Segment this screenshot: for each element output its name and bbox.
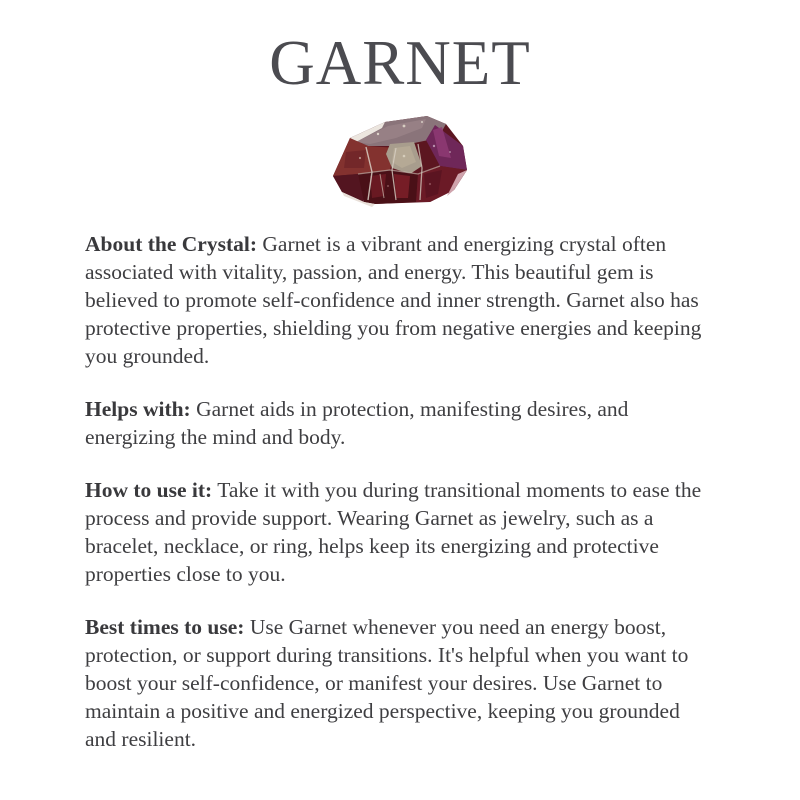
garnet-crystal-image [330,112,470,208]
section-about [85,230,715,370]
section-about-text: Garnet is a vibrant and energizing crystal often associated with vitality, passion, and energy. This beautiful gem is believed to promote self-confidence and inner strength. Garnet also has protective properties, shielding you from negative energies and keeping you grounded. [85,232,702,369]
garnet-crystal-svg [330,112,470,208]
section-best-times-text: Use Garnet whenever you need an energy boost, protection, or support during transitions. It's helpful when you want to boost your self-confidence, or manifest your desires. Use Garnet to maintain a positive and energized perspective, keeping you grounded and resilient. [85,615,689,752]
section-helps-with [85,395,715,451]
section-how-to-use [85,476,715,588]
section-how-to-use-label: How to use it: [85,478,213,503]
section-best-times [85,613,715,753]
page-title: GARNET [269,28,531,98]
description-sections [85,230,715,753]
section-about-label: About the Crystal: [85,232,257,257]
section-best-times-label: Best times to use: [85,615,245,640]
section-helps-with-label: Helps with: [85,397,191,422]
section-helps-with-text: Garnet aids in protection, manifesting desires, and energizing the mind and body. [85,397,629,450]
section-how-to-use-text: Take it with you during transitional moments to ease the process and provide support. Wearing Garnet as jewelry, such as a bracelet, necklace, or ring, helps keep its energizing and protective properties close to you. [85,478,702,587]
